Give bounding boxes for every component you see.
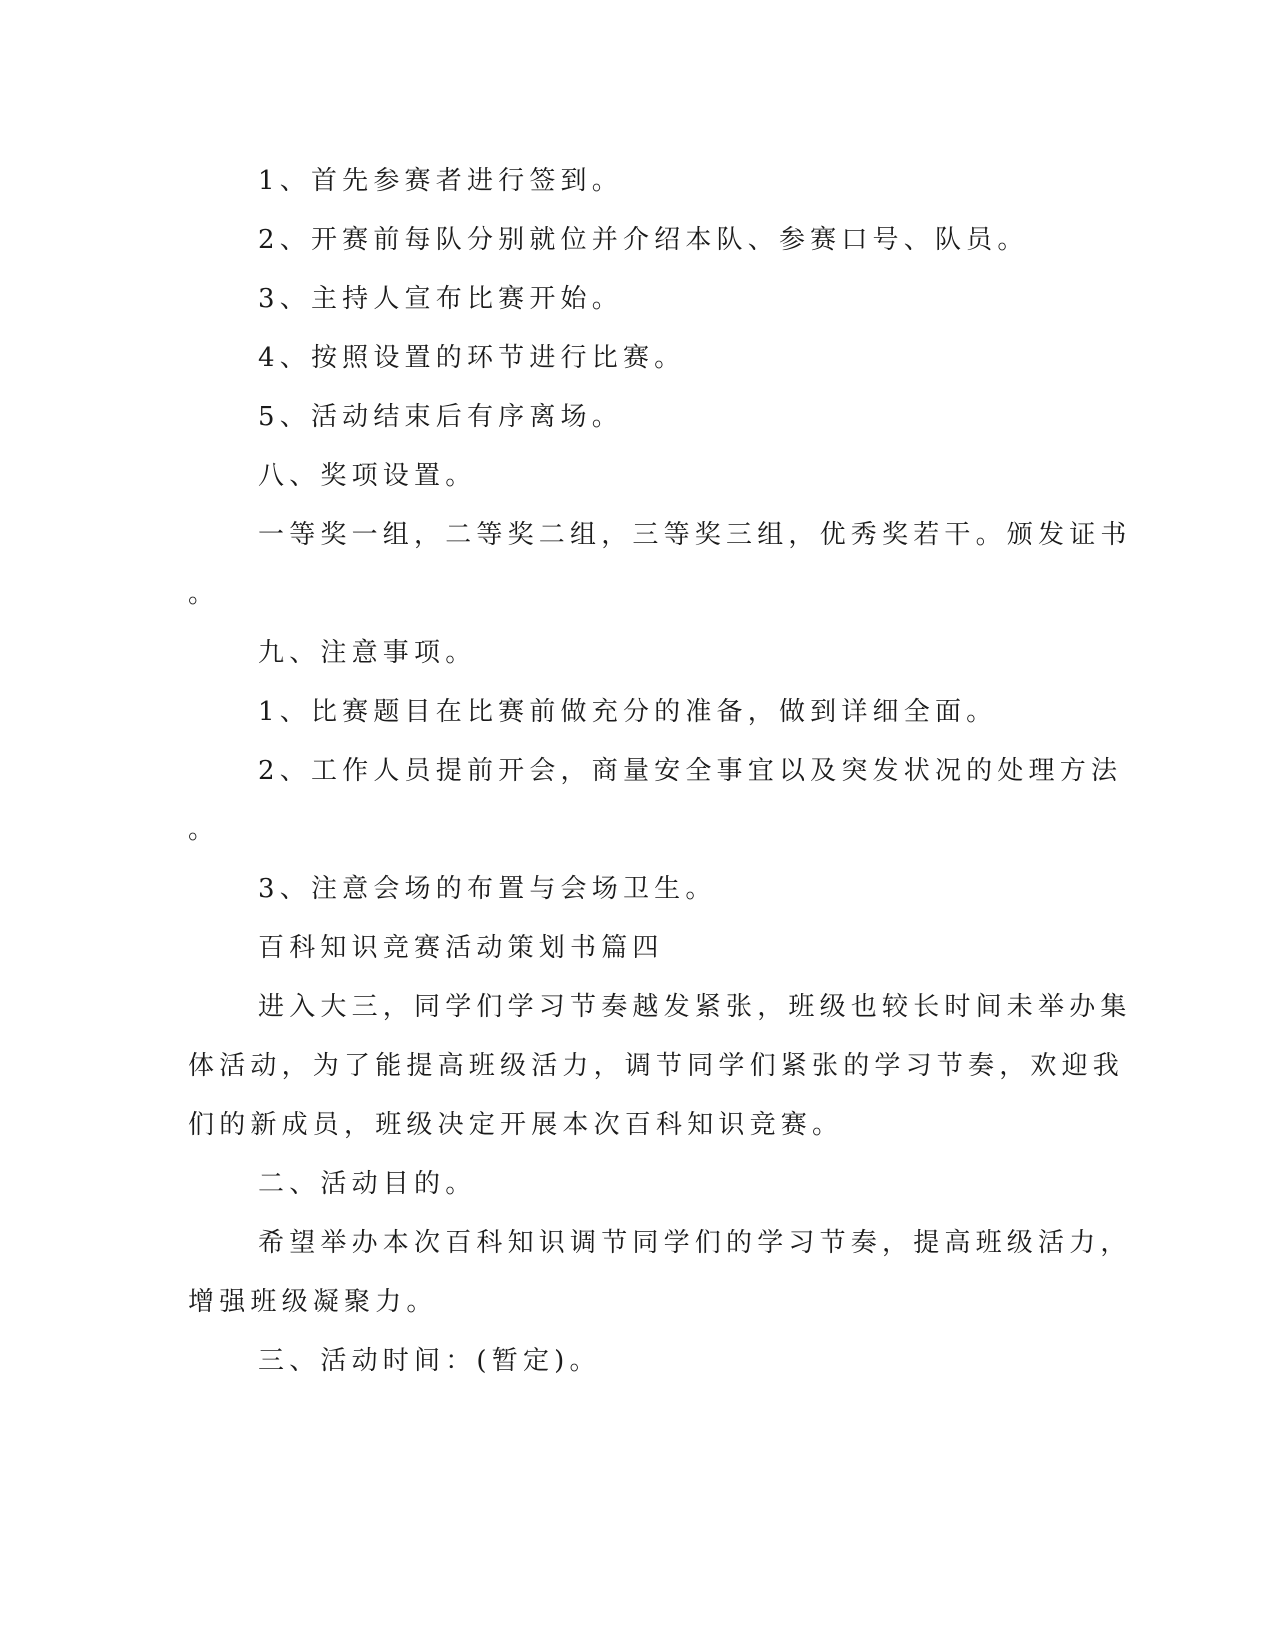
text-line-intro-2: 体活动，为了能提高班级活力，调节同学们紧张的学习节奏，欢迎我 xyxy=(188,1051,1125,1081)
text-line-awards-cont: 。 xyxy=(188,579,220,609)
text-line-note-3: 3、注意会场的布置与会场卫生。 xyxy=(258,874,717,904)
section-heading-notes: 九、注意事项。 xyxy=(258,638,477,668)
text-line-intro-1: 进入大三，同学们学习节奏越发紧张，班级也较长时间未举办集 xyxy=(258,992,1132,1022)
text-line-intro-3: 们的新成员，班级决定开展本次百科知识竞赛。 xyxy=(188,1110,844,1140)
text-line-purpose-1: 希望举办本次百科知识调节同学们的学习节奏，提高班级活力， xyxy=(258,1228,1132,1258)
section-heading-time: 三、活动时间：(暂定)。 xyxy=(258,1346,601,1376)
section-title: 百科知识竞赛活动策划书篇四 xyxy=(258,933,664,963)
text-line-5: 5、活动结束后有序离场。 xyxy=(258,402,623,432)
text-line-4: 4、按照设置的环节进行比赛。 xyxy=(258,343,686,373)
text-line-3: 3、主持人宣布比赛开始。 xyxy=(258,284,623,314)
text-line-2: 2、开赛前每队分别就位并介绍本队、参赛口号、队员。 xyxy=(258,225,1029,255)
section-heading-purpose: 二、活动目的。 xyxy=(258,1169,477,1199)
text-line-note-2-cont: 。 xyxy=(188,815,220,845)
text-line-1: 1、首先参赛者进行签到。 xyxy=(258,166,623,196)
text-line-note-2: 2、工作人员提前开会，商量安全事宜以及突发状况的处理方法 xyxy=(258,756,1123,786)
text-line-awards: 一等奖一组，二等奖二组，三等奖三组，优秀奖若干。颁发证书 xyxy=(258,520,1132,550)
text-line-purpose-2: 增强班级凝聚力。 xyxy=(188,1287,438,1317)
text-line-note-1: 1、比赛题目在比赛前做充分的准备，做到详细全面。 xyxy=(258,697,998,727)
section-heading-awards: 八、奖项设置。 xyxy=(258,461,477,491)
